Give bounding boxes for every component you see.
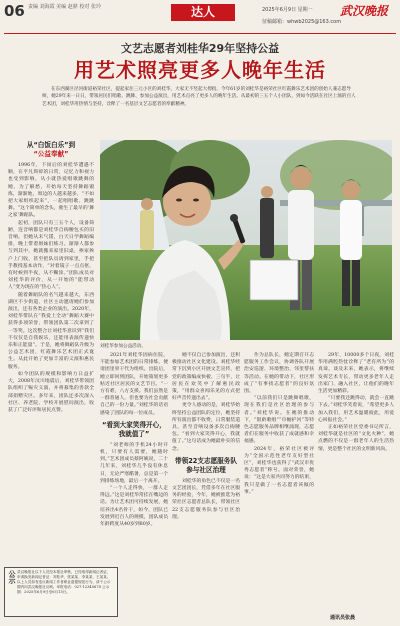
article-lead: 在东西湖区径河街道裕荣社区，提起家住三元小区的刘桂华，大家无不竖起大拇指。今年61岁的刘桂华是裕荣社区红霞舞乐艺术团的创始人兼志愿导师，她29年来一日日，带领居民们唱歌、跳舞、参加公益演出，用艺术点亮了更多人的晚年生活。从最初的三五个人小团队，到如今活跃在社区上演的百人艺术团，刘桂华用热情与坚持，诠释了一名基层文艺志愿者的奉献精神。 bbox=[42, 87, 356, 107]
page-number: 06 bbox=[4, 2, 25, 20]
paragraph: 随着舞蹈队的名气越来越大，东西湖区不少街道、社区主动邀请她们参加演出，还有各类企业的演出。2020年，刘桂华带队在“我爱上全动”舞蹈大赛中获得多项荣誉，带领团队第二次拿到了一等奖。这次整合让刘桂华意识到“我们不仅仅是自我娱乐，还能用表演传递快乐和正能量”。于是，她将舞蹈队升级为公益艺术团，红霞舞乐艺术团正式诞生。从此开始了更加丰富的义演和惠民服务。 bbox=[8, 292, 94, 370]
paragraph: 1996年，下岗后的刘桂华遭遇不顺，在平凡琐碎的日常，记忆力和视力也受到影响，从小就热爱唱歌跳舞的她，为了解愁，开始每天坚持舞蹈锻炼，渐渐地，周边的人越来越多，“不如把大家组织起来”，一起唱唱歌、跳跳舞。“这个简单的念头，催生了最早的‘舞之家’舞蹈队。 bbox=[8, 163, 94, 219]
section-heading-1: 从“白饭白乐”到 “公益奉献” bbox=[26, 141, 76, 158]
column-4 bbox=[244, 352, 314, 496]
notice-body: 武汉晚报社以下人员经本报社审核，已经取得新闻记者证，申请换发新闻记者证：刘桂华、张某某、李某某、王某某。以上人员如有违反新闻工作者职业道德规范行为，请于公示期内向武汉晚报社反映。举报电话：027-12345678 公示期：2025年6月9日至6月15日。 bbox=[17, 570, 111, 594]
column-1 bbox=[8, 140, 94, 414]
paragraph: 作为总队长，她定期召开志愿服务工作会议，协调各队开展治安巡逻、环境整治、邻里帮扶等活动。在她的带动下，社区形成了“有事找志愿者”的良好氛围。 bbox=[244, 353, 314, 395]
paragraph: 2021年刘桂华因病住院，不能参加艺术团的日常排练，便请团里骨干代为组织。出院后，她立即回到团队，开始策划更多贴近社区居民的文艺节目。“一方有难，八方支援。我们虽然是一群普通人，但也要为社会贡献自己的一份力量。”刘桂华的话语感染了团队的每一位成员。 bbox=[100, 353, 168, 416]
paragraph: 刘桂华的角色已不仅是一名文艺团团长，凭借多年在社区服务的经验，今年，她被推选为裕荣社区志愿者总队长，带领社区22支志愿服务队参与社区治理。 bbox=[172, 478, 240, 520]
paragraph: 2024年，裕荣社区被评为“全国示范性老年友好型社区”，刘桂华也获得了“武汉市优秀志愿者”称号。面对荣誉，她说：“这是大家共同努力的结果，我只是做了一名志愿者该做的事。” bbox=[244, 446, 314, 495]
paragraph: 她不仅自己参加演出，还积极推动社区文化建设。刘桂华经常下沉到小区开展文艺宣传，把党的政策编成快板、三句半，让居民在欢笑中了解惠民政策，“用群众喜闻乐见的方式把好声音传递出去”。 bbox=[172, 353, 240, 402]
paragraph: “一个人走得快，一群人走得远。”这是刘桂华常挂在嘴边的话。为让艺术团可持续发展，她培养出4名骨干，如今，团队已发展到近百人的规模，团队成员年龄跨度从40岁到80岁。 bbox=[100, 486, 168, 528]
page-header bbox=[4, 2, 396, 34]
article-title: 用艺术照亮更多人晚年生活 bbox=[74, 58, 326, 82]
paragraph: “刘老师的手机24小时开机，只要有人需要，她随时到。”艺术团成员蔡阿姨说，二十几年来，刘桂华几乎没有休息日，无论严寒酷暑，总是第一个到排练场地，最后一个离开。 bbox=[100, 442, 168, 484]
section-badge: 达人 bbox=[171, 4, 235, 21]
section-heading-3: 带领22支志愿服务队参与社区治理 bbox=[175, 456, 237, 474]
notice-title: 公示 bbox=[8, 570, 16, 584]
paragraph: 起初，团队只有三五个人，设备简陋，连音响都是刘桂华自掏腰包买的旧音响。但她从未气馁，白天日学舞蹈编排，晚上带着姐妹们练习。渐渐人都参与到其中，她就搬来家里旧桌，挨家挨户上门收，甚至把队员请到家里，手把手教授基本动作，“对着镜子一点点抠，有时候到半夜，从不糊涂。”团队成员对刘桂华的评价，从一开始的“能带动人”变为现在的“热心人”。 bbox=[8, 220, 94, 291]
submission-email: 征稿邮箱：whwb2025@163.com bbox=[262, 19, 342, 25]
paragraph: “只要我还跳得动，就会一直跳下去。”刘桂华笑着说，“希望更多人加入我们，用艺术温暖彼此，用爱心回报社会。” bbox=[318, 396, 394, 423]
editors-line: 责编 刘海霞 美编 赵鼎 校对 张玲 bbox=[28, 4, 101, 10]
issue-date: 2025年6月9日 星期一 bbox=[262, 7, 313, 13]
paragraph: 29年，10000多个日夜，刘桂华用满腔热忱诠释了“老有所为”的真谛。谈及未来，她表示，将继续发挥艺术专长，带动更多老年人走出家门、融入社区，让他们的晚年生活更加精彩。 bbox=[318, 353, 394, 395]
header-divider bbox=[4, 33, 396, 34]
public-notice-box bbox=[4, 567, 118, 617]
reporter-byline: 通讯员张晨 bbox=[330, 615, 356, 621]
article-subtitle: 文艺志愿者刘桂华29年坚持公益 bbox=[120, 42, 280, 55]
photo-illustration bbox=[100, 140, 392, 340]
column-5 bbox=[318, 352, 394, 453]
column-3 bbox=[172, 352, 240, 521]
newspaper-logo: 武汉晚报 bbox=[340, 4, 389, 18]
article-photo bbox=[100, 140, 392, 340]
paragraph: 正如裕荣社区党委书记所言，刘桂华就是社区的“文化火种”，她点燃的不仅是一群老年人的生活热情，更是整个社区的文明新风尚。 bbox=[318, 425, 394, 452]
paragraph: “以前我们只是跳舞唱歌，现在我们是社区治理的参与者。”刘桂华说。在她的推动下，“银龄歌唱”“巾帼护河”等特色志愿服务品牌相继涌现，志愿者们在服务中收获了成就感和幸福感。 bbox=[244, 396, 314, 445]
paragraph: 如今团队的规模和影响力日益扩大，2008年汶川地震后，刘桂华带领团队组织了赈灾义演，并将募集的善款全部捐赠灾区。多年来，团队还多次深入社区、养老院、学校开展慰问演出，收获了广泛好评和居民点赞。 bbox=[8, 371, 94, 413]
section-heading-2: “看到大家笑得开心，我就值了” bbox=[102, 420, 166, 438]
column-2 bbox=[100, 352, 168, 528]
photo-caption: 刘桂华参加公益活动。 bbox=[100, 344, 146, 349]
paragraph: 更令人感动的是，刘桂华始终坚持公益团队的定位，她坚持所有演出都不收费，日常服装道具，甚至音响设备多次自掏腰包。“看到大家笑得开心，我就值了。”这句话成为她最朴实的信念。 bbox=[172, 403, 240, 452]
